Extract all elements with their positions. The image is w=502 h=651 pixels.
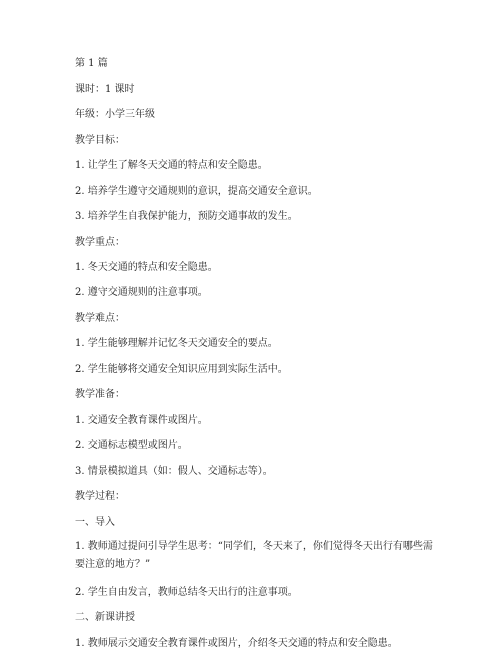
section-heading-key-points: 教学重点：: [75, 237, 125, 248]
objective-item: 1. 让学生了解冬天交通的特点和安全隐患。: [75, 160, 268, 171]
grade-level: 年级：小学三年级: [75, 109, 155, 120]
process-item: 2. 学生自由发言，教师总结冬天出行的注意事项。: [75, 587, 298, 598]
section-heading-objectives: 教学目标：: [75, 135, 125, 146]
difficulty-item: 2. 学生能够将交通安全知识应用到实际生活中。: [75, 364, 288, 375]
section-heading-process: 教学过程：: [75, 491, 125, 502]
process-item: 1. 教师通过提问引导学生思考：“同学们，冬天来了，你们觉得冬天出行有哪些需要注意的地方？”: [75, 541, 433, 570]
preparation-item: 3. 情景模拟道具（如：假人、交通标志等）。: [75, 466, 273, 477]
key-point-item: 2. 遵守交通规则的注意事项。: [75, 287, 208, 298]
objective-item: 2. 培养学生遵守交通规则的意识，提高交通安全意识。: [75, 186, 318, 197]
lesson-duration: 课时：1 课时: [75, 84, 135, 95]
objective-item: 3. 培养学生自我保护能力，预防交通事故的发生。: [75, 211, 298, 222]
difficulty-item: 1. 学生能够理解并记忆冬天交通安全的要点。: [75, 338, 278, 349]
chapter-heading: 第 1 篇: [75, 58, 108, 69]
key-point-item: 1. 冬天交通的特点和安全隐患。: [75, 262, 218, 273]
preparation-item: 1. 交通安全教育课件或图片。: [75, 415, 208, 426]
process-item: 1. 教师展示交通安全教育课件或图片，介绍冬天交通的特点和安全隐患。: [75, 638, 398, 649]
subsection-heading-new-lesson: 二、新课讲授: [75, 612, 135, 623]
section-heading-difficulties: 教学难点：: [75, 313, 125, 324]
subsection-heading-intro: 一、导入: [75, 517, 115, 528]
preparation-item: 2. 交通标志模型或图片。: [75, 440, 188, 451]
section-heading-preparation: 教学准备：: [75, 389, 125, 400]
